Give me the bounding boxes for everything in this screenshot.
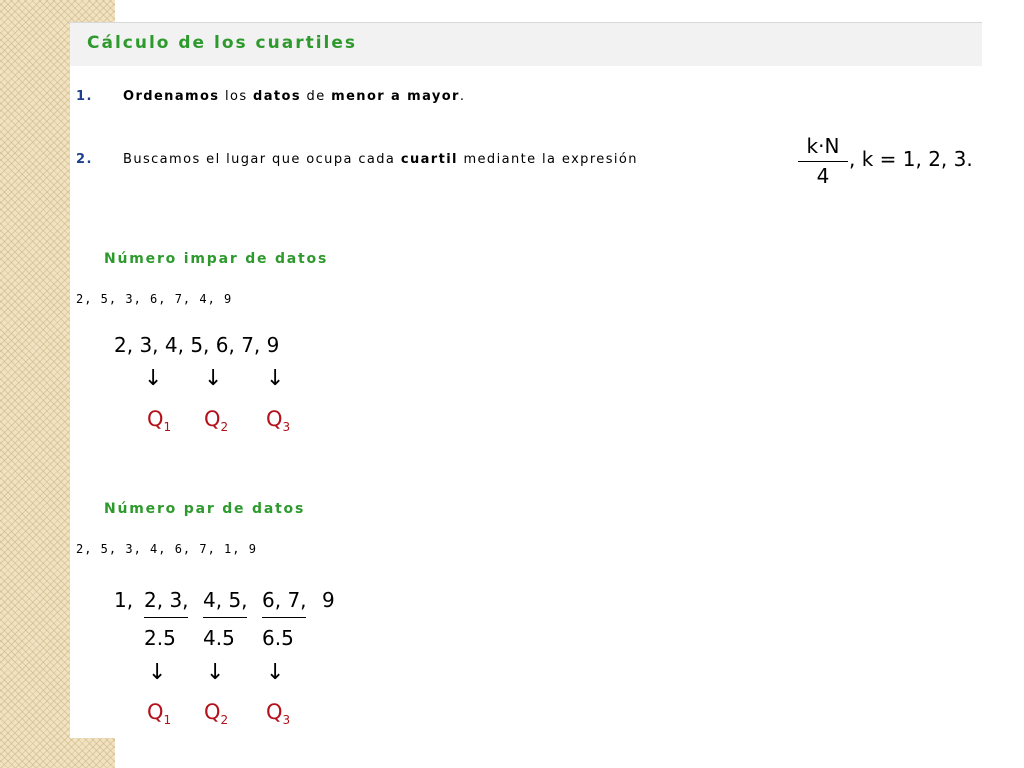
odd-raw-data: 2, 5, 3, 6, 7, 4, 9 xyxy=(76,292,233,306)
even-sorted-token: 2, 3, xyxy=(144,588,189,612)
step-text: Ordenamos xyxy=(123,89,220,104)
odd-sorted-data: 2, 3, 4, 5, 6, 7, 9 xyxy=(114,333,280,357)
slide-content xyxy=(70,22,982,738)
step-text: . xyxy=(459,89,466,104)
midpoint-value: 4.5 xyxy=(203,626,235,650)
step-text: los xyxy=(219,89,254,104)
even-sorted-token: 6, 7, xyxy=(262,588,307,612)
pair-underline xyxy=(203,617,247,618)
quartile-label-q3: $Q_3$ xyxy=(266,407,291,435)
even-sorted-token: 9 xyxy=(322,588,335,612)
formula-k-values: , k = 1, 2, 3. xyxy=(849,147,973,171)
formula-numerator: k·N xyxy=(806,134,840,158)
even-sorted-token: 4, 5, xyxy=(203,588,248,612)
quartile-label-q3: $Q_3$ xyxy=(266,700,291,728)
step-number: 1. xyxy=(76,89,93,104)
step-text: datos xyxy=(253,89,302,104)
even-sorted-token: 1, xyxy=(114,588,134,612)
title-bar xyxy=(70,22,982,66)
formula-denominator: 4 xyxy=(816,164,830,188)
step-text: menor a mayor xyxy=(331,89,460,104)
step-number: 2. xyxy=(76,152,93,167)
step-text: Buscamos el lugar que ocupa cada xyxy=(123,152,401,167)
odd-section-heading: Número impar de datos xyxy=(104,251,329,267)
quartile-label-q1: $Q_1$ xyxy=(147,700,172,728)
fraction-bar xyxy=(798,161,848,162)
step-1 xyxy=(76,89,465,104)
step-2 xyxy=(76,152,638,167)
midpoint-value: 2.5 xyxy=(144,626,176,650)
down-arrow-icon: ↓ xyxy=(144,366,163,391)
quartile-label-q2: $Q_2$ xyxy=(204,407,229,435)
step-text: cuartil xyxy=(400,152,458,167)
pair-underline xyxy=(262,617,306,618)
pair-underline xyxy=(144,617,188,618)
down-arrow-icon: ↓ xyxy=(266,660,285,685)
midpoint-value: 6.5 xyxy=(262,626,294,650)
quartile-label-q1: $Q_1$ xyxy=(147,407,172,435)
page-title: Cálculo de los cuartiles xyxy=(87,33,358,53)
step-text: mediante la expresión xyxy=(457,152,638,167)
down-arrow-icon: ↓ xyxy=(204,366,223,391)
down-arrow-icon: ↓ xyxy=(266,366,285,391)
even-raw-data: 2, 5, 3, 4, 6, 7, 1, 9 xyxy=(76,542,257,556)
step-text: de xyxy=(301,89,332,104)
even-section-heading: Número par de datos xyxy=(104,501,306,517)
down-arrow-icon: ↓ xyxy=(148,660,167,685)
quartile-label-q2: $Q_2$ xyxy=(204,700,229,728)
down-arrow-icon: ↓ xyxy=(206,660,225,685)
